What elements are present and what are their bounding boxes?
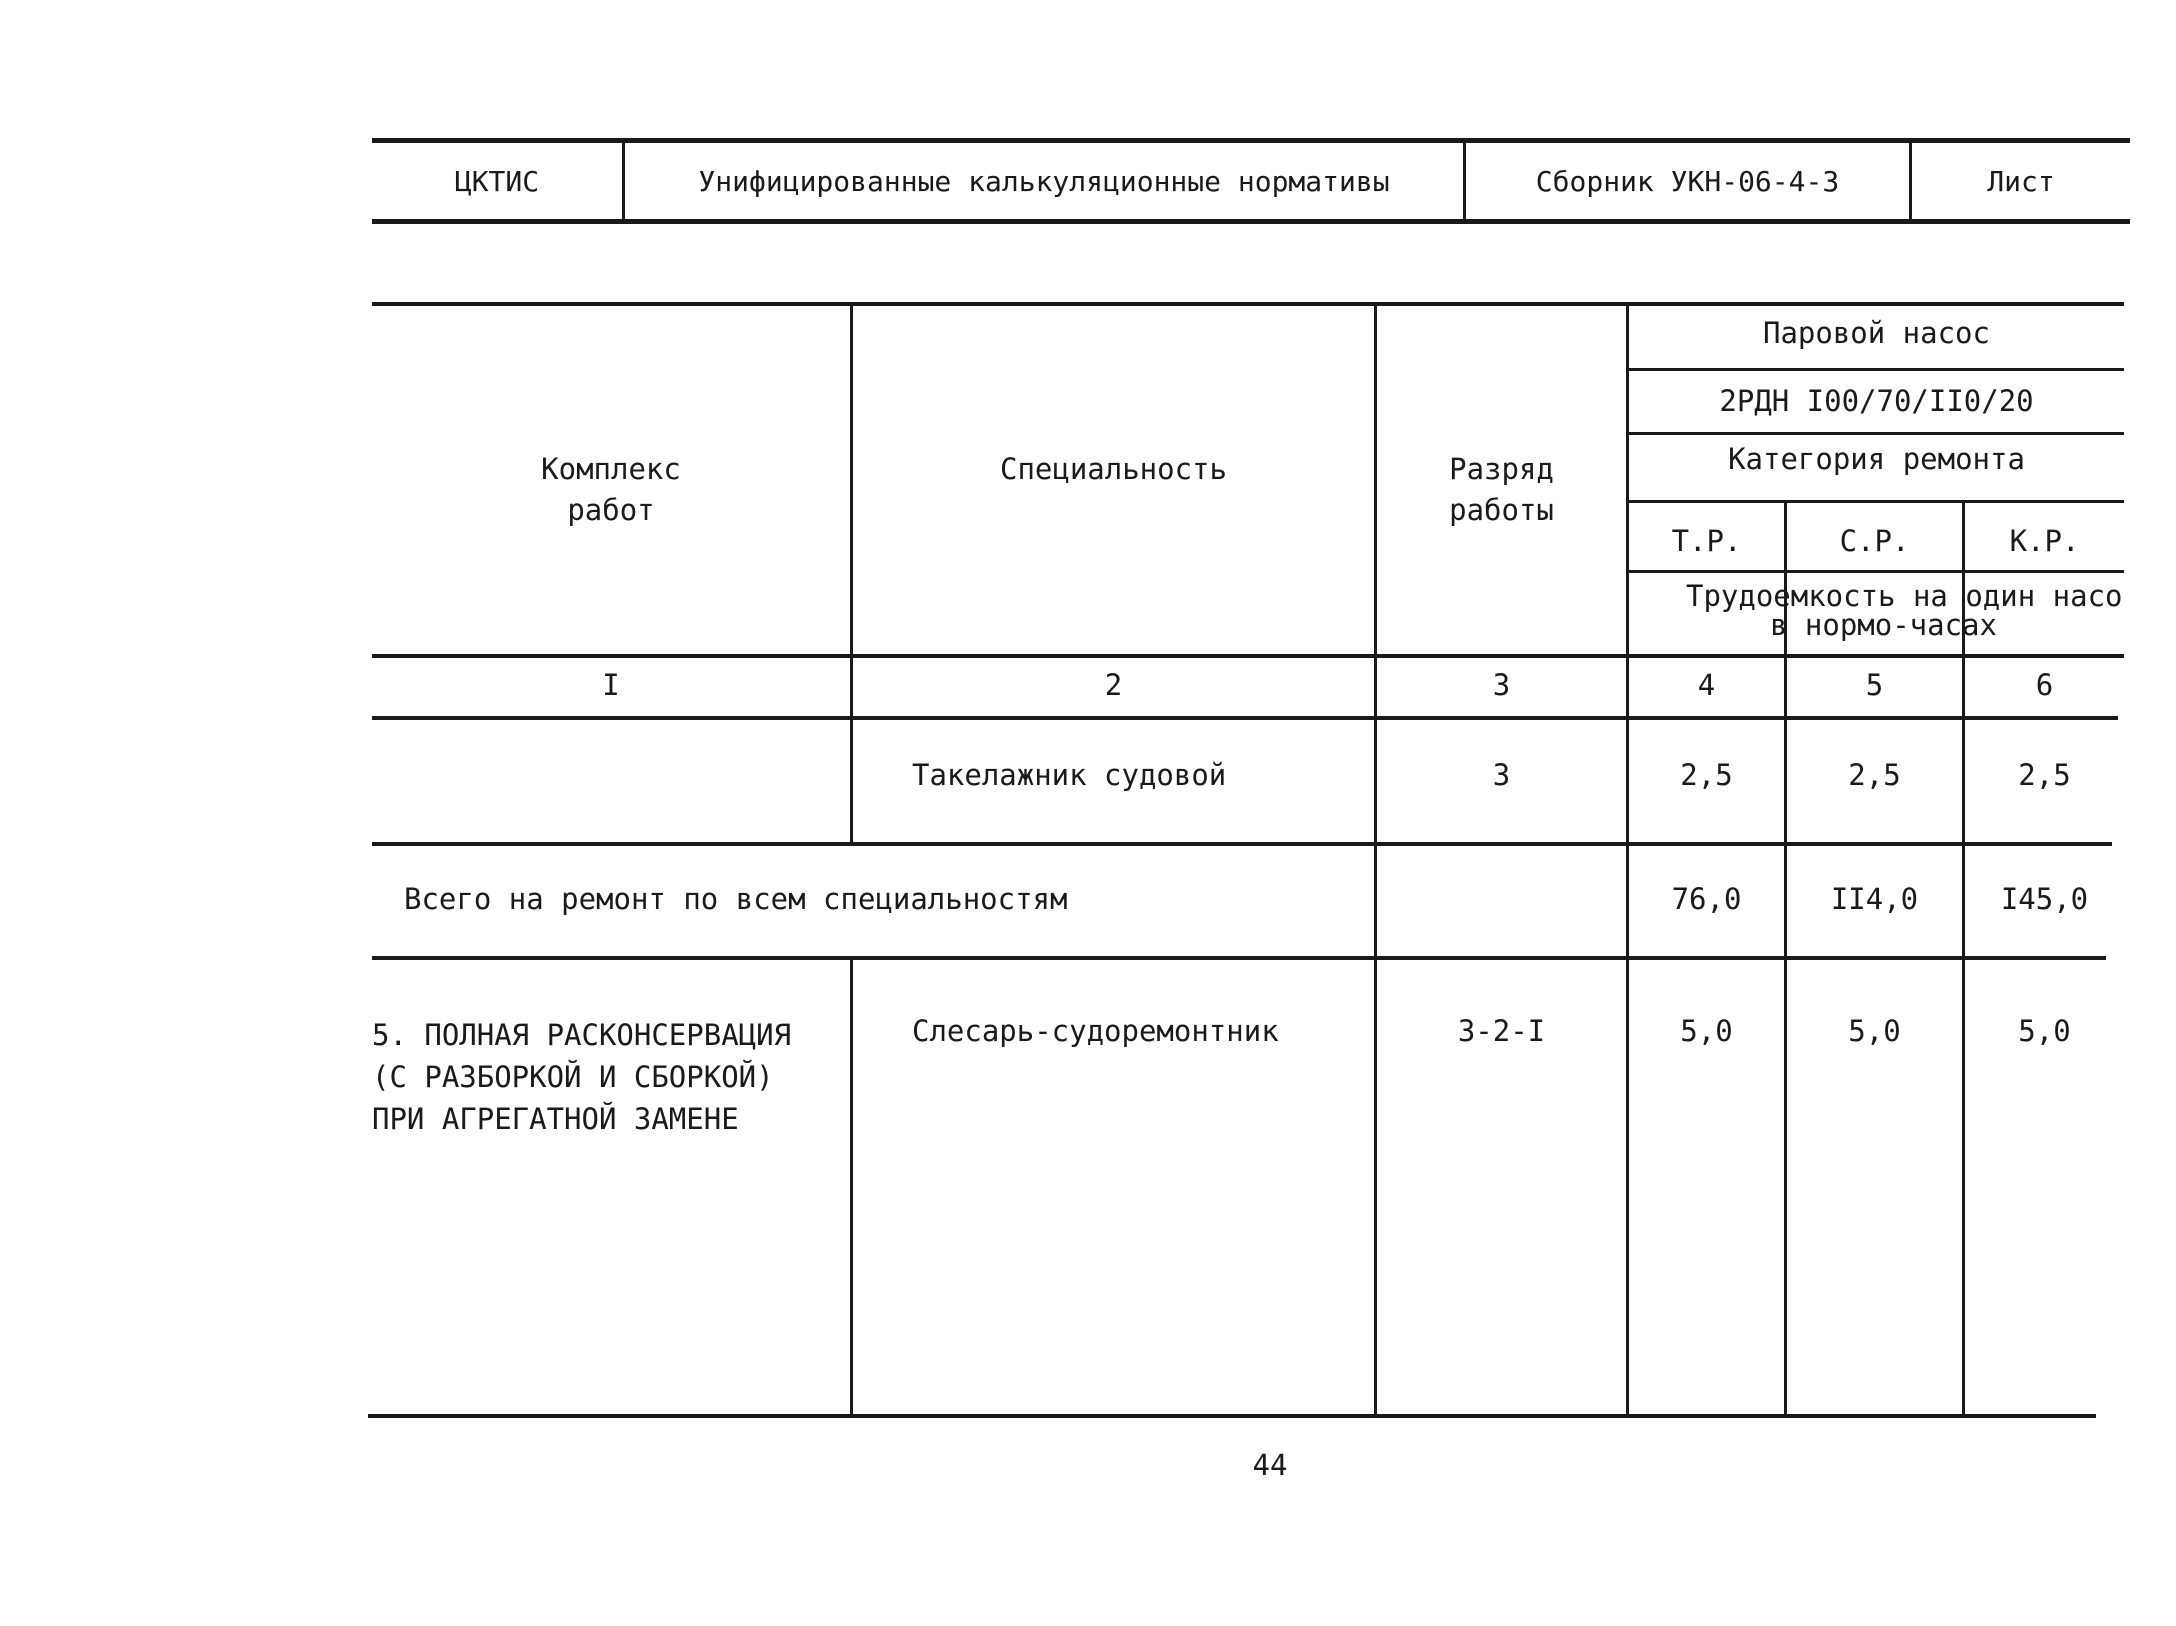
table-total-rule — [372, 956, 2106, 960]
header-labor-line: в нормо-часах — [1770, 608, 1997, 642]
header-specialty: Специальность — [1000, 452, 1227, 486]
row-tr: 2,5 — [1680, 758, 1733, 792]
column-number: 4 — [1697, 668, 1716, 702]
row-grade: 3 — [1492, 758, 1511, 792]
header-repair-category: Категория ремонта — [1728, 442, 2025, 476]
section-5-complex-line: (С РАЗБОРКОЙ И СБОРКОЙ) — [372, 1060, 774, 1095]
column-number: 3 — [1492, 668, 1511, 702]
total-label: Всего на ремонт по всем специальностям — [404, 882, 1068, 916]
header-grade-line: работы — [1449, 492, 1554, 527]
column-number: 5 — [1865, 668, 1884, 702]
row-kr: 2,5 — [2018, 758, 2071, 792]
header-cat-tr: Т.Р. — [1671, 524, 1742, 558]
header-collection: Сборник УКН-06-4-3 — [1535, 164, 1840, 198]
header-grade-line: Разряд — [1449, 452, 1554, 486]
section-5-kr: 5,0 — [2018, 1014, 2071, 1048]
header-sheet-label: Лист — [1987, 164, 2055, 198]
table-rule — [1626, 570, 2124, 573]
header-grade — [1377, 452, 1626, 528]
header-title: Унифицированные калькуляционные нормативы — [698, 164, 1390, 198]
total-tr: 76,0 — [1671, 882, 1742, 916]
header-complex — [372, 452, 850, 528]
section-5-complex — [372, 1014, 791, 1140]
header-labor-line: Трудоемкость на один насо — [1686, 579, 2123, 613]
row-sr: 2,5 — [1848, 758, 1901, 792]
section-5-complex-line: 5. ПОЛНАЯ РАСКОНСЕРВАЦИЯ — [372, 1018, 792, 1052]
header-cat-kr: К.Р. — [2009, 524, 2080, 558]
header-labor — [1686, 579, 2123, 642]
row-specialty: Такелажник судовой — [912, 758, 1227, 792]
table-rule — [1626, 368, 2124, 371]
labor-norms-table — [372, 302, 2124, 1422]
table-rule — [1626, 500, 2124, 503]
table-bottom-rule — [368, 1414, 2096, 1418]
section-5-grade: 3-2-I — [1457, 1014, 1546, 1048]
header-complex-line: Комплекс — [541, 452, 681, 486]
header-org: ЦКТИС — [454, 164, 540, 198]
page-number: 44 — [1252, 1448, 1288, 1482]
column-number: 6 — [2035, 668, 2054, 702]
table-row-rule — [372, 842, 2112, 846]
section-5-tr: 5,0 — [1680, 1014, 1733, 1048]
section-5-complex-line: ПРИ АГРЕГАТНОЙ ЗАМЕНЕ — [372, 1102, 739, 1137]
section-5-specialty: Слесарь-судоремонтник — [912, 1014, 1279, 1048]
table-header-bottom-rule — [372, 654, 2124, 658]
column-number: 2 — [1104, 668, 1123, 702]
total-kr: I45,0 — [2000, 882, 2089, 916]
header-equipment: Паровой насос — [1763, 316, 1990, 350]
header-model: 2РДН I00/70/II0/20 — [1719, 384, 2034, 418]
column-number: I — [602, 668, 620, 702]
document-header — [372, 138, 2130, 224]
header-complex-line: работ — [567, 492, 655, 527]
section-5-sr: 5,0 — [1848, 1014, 1901, 1048]
table-rule — [1626, 432, 2124, 435]
table-colnum-bottom-rule — [372, 716, 2118, 720]
header-cat-sr: С.Р. — [1839, 524, 1910, 558]
total-sr: II4,0 — [1830, 882, 1919, 916]
table-top-rule — [372, 302, 2124, 306]
